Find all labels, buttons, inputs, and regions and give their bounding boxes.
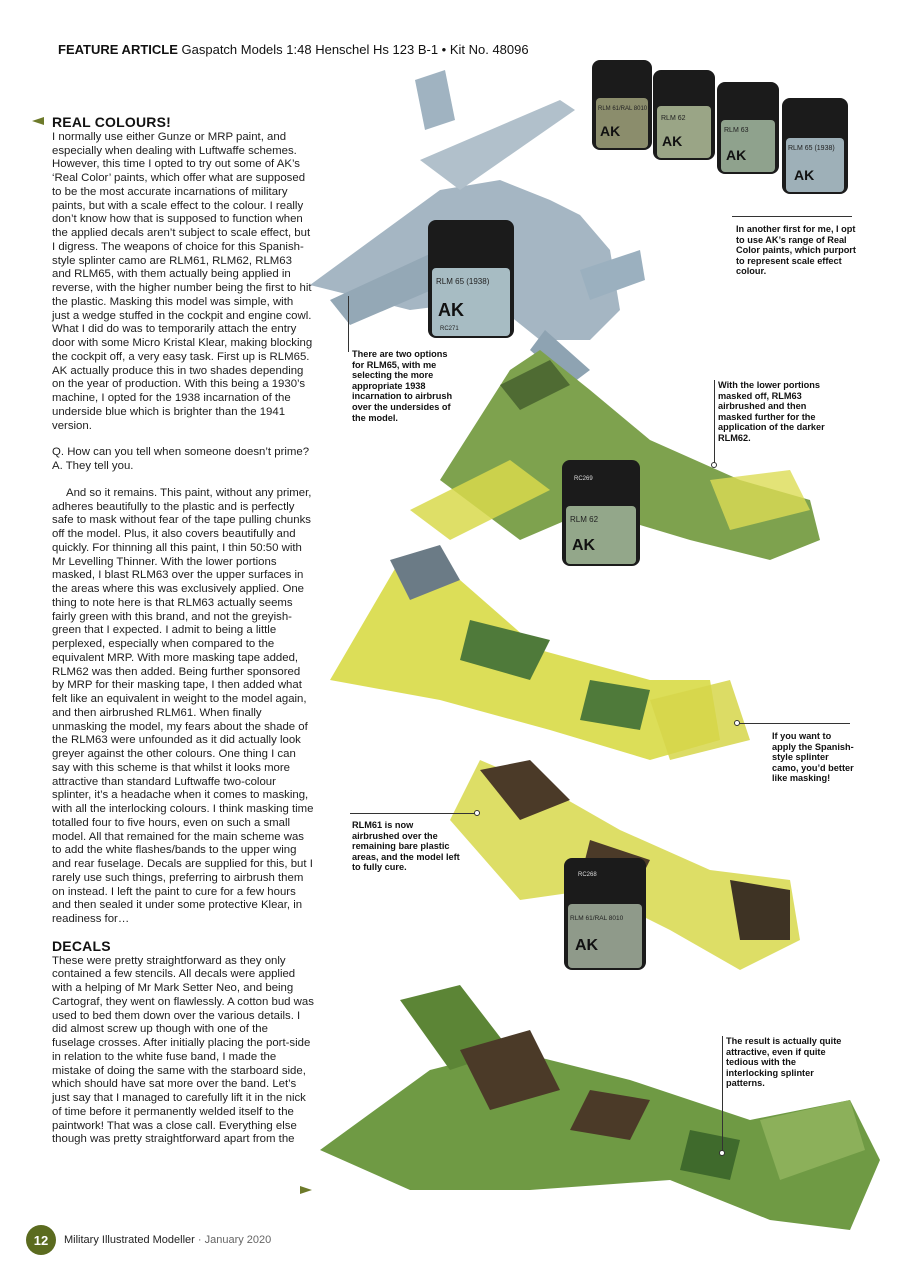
caption-leader-dot <box>719 1150 725 1156</box>
caption-leader <box>348 296 349 352</box>
caption-ak-paints: In another first for me, I opt to use AK’s range of Real Color paints, which purport to represent scale effect colour. <box>736 224 856 277</box>
caption-rlm63-masked: With the lower portions masked off, RLM63 airbrushed and then masked further for the application of the darker RLM62. <box>718 380 825 443</box>
jar-brand-mid: AK <box>572 537 596 554</box>
jar-brand-4: AK <box>794 167 815 183</box>
publication-line <box>64 1234 271 1246</box>
jar-label-mid: RLM 62 <box>570 515 599 524</box>
paragraph: And so it remains. This paint, without any primer, adheres beautifully to the plastic and is perfectly safe to mask without fear of the tape pulling chunks off the model. Plus, it also covers beautifully and quickly. For thinning all this paint, I thin 50:50 with Mr Levelling Thinner. With the lower portions masked, I blast RLM63 over the upper surfaces in the areas where this was exclusively applied. One thing to note here is that RLM63 actually seems fairly green with this brand, and not the greyish-green that I expected. I admit to being a little perplexed, especially when compared to the equivalent MRP. With more masking tape added, RLM62 was then added. Being further sponsored by MRP for their masking tape, I then added what felt like an equivalent in weight to the model again, and then airbrushed RLM61. When finally unmasking the model, my fears about the shade of the RLM63 were unfounded as it did actually look greyer against the other colours. One thing I can say with this scheme is that whilst it looks more attractive than standard Luftwaffe two-colour splinter, it’s a headache when it comes to masking, with all the interlocking colours. I think masking time totalled four to five hours, even on such a small model. All that remained for the main scheme was to add the white flashes/bands to the upper wing and rear fuselage. Decals are supplied for this, but I rarely use such things, preferring to airbrush them on instead. I left the paint to cure for a few hours and then sealed it under some protective Klear, in readiness for… <box>52 486 314 925</box>
jar-brand-3: AK <box>726 147 747 163</box>
caption-final-result: The result is actually quite attractive, even if quite tedious with the interlocking splinter patterns. <box>726 1036 842 1089</box>
jar-label-4: RLM 65 (1938) <box>788 145 835 152</box>
header-label: FEATURE ARTICLE <box>58 42 178 57</box>
issue-date: · January 2020 <box>197 1234 272 1246</box>
jar-label-low: RLM 61/RAL 8010 <box>570 915 624 922</box>
photo-masked-plane <box>330 545 750 760</box>
caption-leader-dot <box>711 462 717 468</box>
caption-leader-dot <box>734 720 740 726</box>
paint-jar-rlm61 <box>564 858 646 970</box>
paint-jar-rlm65 <box>428 220 514 338</box>
jar-brand-1: AK <box>600 123 621 139</box>
caption-splinter-masking: If you want to apply the Spanish-style splinter camo, you’d better like masking! <box>772 731 854 784</box>
header-title: Gaspatch Models 1:48 Henschel Hs 123 B-1 • Kit No. 48096 <box>181 42 529 57</box>
jar-label-3: RLM 63 <box>724 127 749 134</box>
caption-rule <box>732 216 852 217</box>
article-body <box>52 116 314 1147</box>
answer: A. They tell you. <box>52 460 134 472</box>
caption-leader <box>738 723 850 724</box>
jar-code-mid: RC269 <box>574 476 593 482</box>
jar-code-big: RC271 <box>440 326 459 332</box>
jar-label-2: RLM 62 <box>661 115 686 122</box>
question: Q. How can you tell when someone doesn’t prime? <box>52 446 310 459</box>
paint-jars-top <box>592 60 848 194</box>
jar-brand-big: AK <box>438 300 464 320</box>
caption-leader <box>714 380 715 464</box>
publication-name: Military Illustrated Modeller <box>64 1234 195 1246</box>
jar-code-low: RC268 <box>578 872 597 878</box>
paragraph: These were pretty straightforward as they only contained a few stencils. All decals were applied with a helping of Mr Mark Setter Neo, and being Cartograf, they went on flawlessly. A cotton bud was used to bed them down over the various details. I did almost screw up though with one of the fuselage crosses. After initially placing the port-side in relation to the white fuse band, I made the mistake of doing the same with the starboard side, which should have sat more over the band. Let’s just say that I managed to carefully lift it in the nick of time before it permanently welded itself to the paintwork! That was a close call. Everything else though was pretty straightforward apart from the <box>52 954 314 1146</box>
page-number: 12 <box>26 1225 56 1255</box>
jar-brand-2: AK <box>662 133 683 149</box>
jar-label-big: RLM 65 (1938) <box>436 277 490 286</box>
section-arrow-icon <box>32 117 44 125</box>
paragraph: I normally use either Gunze or MRP paint, and especially when dealing with Luftwaffe schemes. However, this time I opted to try out some of AK’s ‘Real Color’ paints, which offer what are supposed to be the most accurate incarnations of military paints, but with a scale effect to the colour. I really don’t know how that is supposed to function when the applied decals aren’t subject to scale effect, but I digress. The weapons of choice for this Spanish-style splinter camo are RLM61, RLM62, RLM63 and RLM65, with them actually being applied in reverse, with the higher number being the first to hit the plastic. Masking this model was simple, with just a wedge stuffed in the cockpit and engine cowl. What I did do was to temporarily attach the entry door with some Micro Kristal Klear, making blocking the cockpit off, a very easy task. First up is RLM65. AK actually produce this in two shades depending on the year of production. With this being a 1930’s machine, I opted for the 1938 incarnation of the underside blue which is brighter than the 1941 version. <box>52 130 313 432</box>
caption-rlm61-applied: RLM61 is now airbrushed over the remaining bare plastic areas, and the model left to fully cure. <box>352 820 460 873</box>
section-heading-real-colours: REAL COLOURS! <box>52 114 172 130</box>
jar-brand-low: AK <box>575 937 599 954</box>
jar-label-1: RLM 61/RAL 8010 <box>598 106 648 112</box>
caption-rule <box>350 813 476 814</box>
page-footer <box>26 1226 271 1254</box>
photo-finished-plane <box>320 985 880 1230</box>
paint-jar-rlm62 <box>562 460 640 566</box>
caption-rlm65-options: There are two options for RLM65, with me selecting the more appropriate 1938 incarnation to airbrush over the undersides of the model. <box>352 349 453 423</box>
caption-leader <box>722 1036 723 1152</box>
section-heading-decals: DECALS <box>52 937 111 954</box>
caption-leader-dot <box>474 810 480 816</box>
